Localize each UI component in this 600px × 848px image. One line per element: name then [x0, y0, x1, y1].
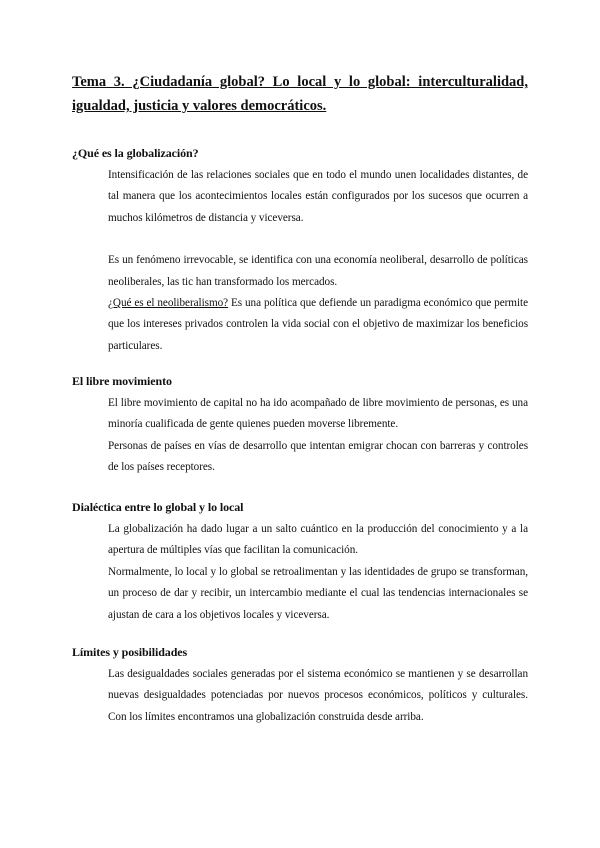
section-libre-movimiento	[72, 372, 528, 479]
paragraph: Intensificación de las relaciones sociales que en todo el mundo unen localidades distantes, de tal manera que los acontecimientos locales están configurados por los sucesos que ocurren a muchos kilómetros de distancia y viceversa.	[108, 169, 528, 224]
paragraph-neoliberalismo	[108, 293, 528, 357]
section-heading: Límites y posibilidades	[72, 645, 188, 659]
section-limites-y-posibilidades	[72, 643, 528, 728]
paragraph: Es un fenómeno irrevocable, se identifica con una economía neoliberal, desarrollo de políticas neoliberales, las tic han transformado los mercados.	[108, 254, 528, 288]
document-title: Tema 3. ¿Ciudadanía global? Lo local y lo global: interculturalidad, igualdad, justicia y valores democráticos.	[72, 74, 528, 114]
section-heading: Dialéctica entre lo global y lo local	[72, 500, 244, 514]
section-heading: ¿Qué es la globalización?	[72, 146, 199, 160]
paragraph-spacer	[72, 229, 528, 250]
section-heading: El libre movimiento	[72, 374, 172, 388]
paragraph: Las desigualdades sociales generadas por el sistema económico se mantienen y se desarrollan nuevas desigualdades potenciadas por nuevos procesos económicos, políticos y culturales. Con los límites encontramos una globalización construida desde arriba.	[108, 668, 528, 723]
section-que-es-la-globalizacion	[72, 144, 528, 357]
paragraph: La globalización ha dado lugar a un salto cuántico en la producción del conocimiento y a la apertura de múltiples vías que facilitan la comunicación.	[108, 523, 528, 557]
paragraph: Personas de países en vías de desarrollo que intentan emigrar chocan con barreras y controles de los países receptores.	[108, 439, 528, 474]
section-dialectica	[72, 498, 528, 626]
paragraph: Normalmente, lo local y lo global se retroalimentan y las identidades de grupo se transforman, un proceso de dar y recibir, un intercambio mediante el cual las tendencias internacionales se ajustan de cara a los objetivos locales y viceversa.	[108, 565, 528, 621]
neoliberalismo-definition: Es una política que defiende un paradigma económico que permite que los intereses privados controlen la vida social con el objetivo de maximizar los beneficios particulares.	[108, 297, 528, 352]
neoliberalismo-question: ¿Qué es el neoliberalismo?	[108, 297, 229, 310]
paragraph: El libre movimiento de capital no ha ido acompañado de libre movimiento de personas, es una minoría cualificada de gente quienes pueden moverse libremente.	[108, 397, 528, 431]
